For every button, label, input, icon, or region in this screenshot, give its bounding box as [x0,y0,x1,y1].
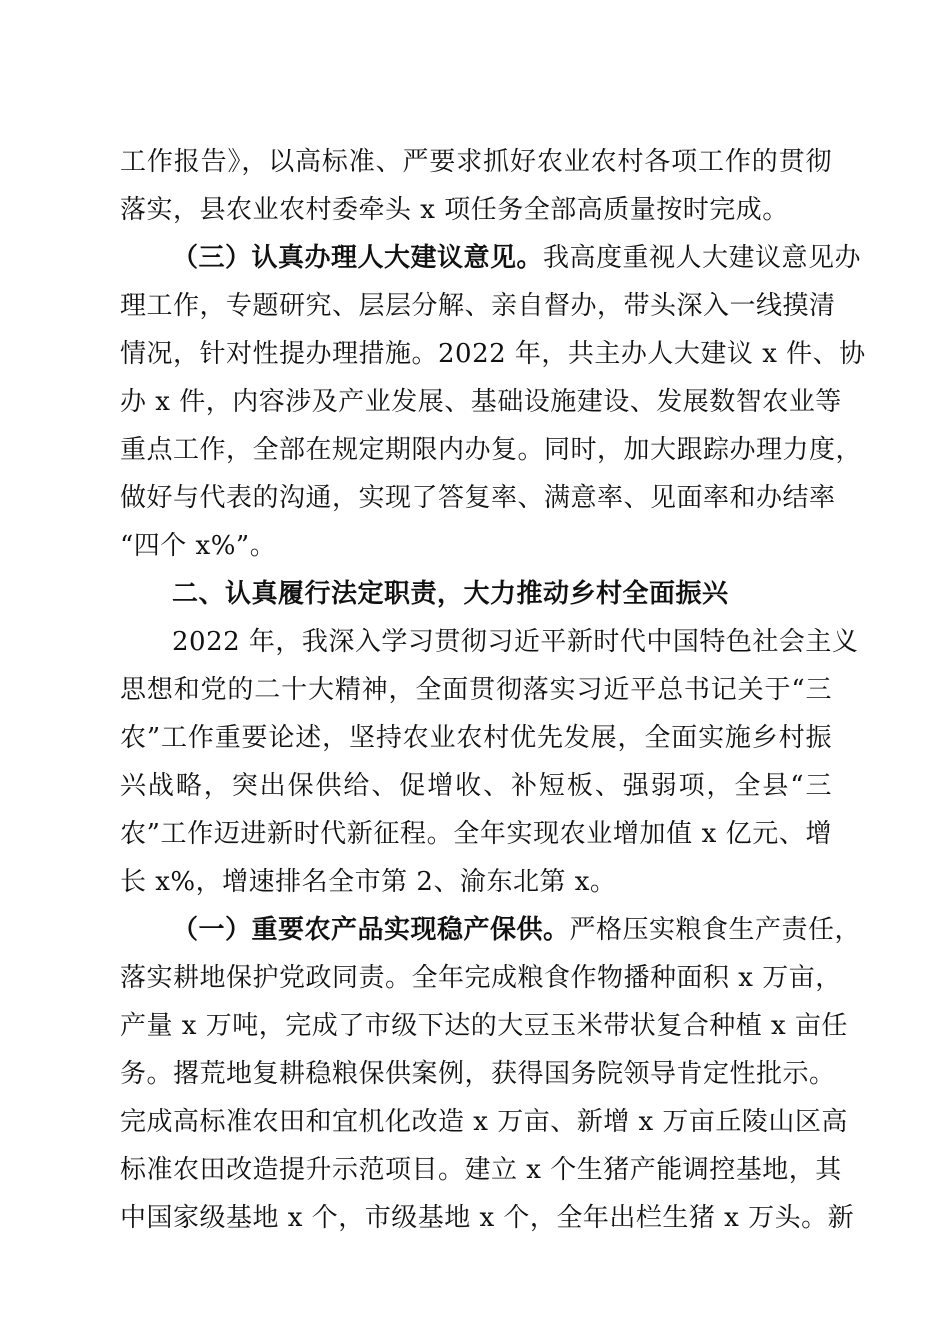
body-line: 中国家级基地 x 个，市级基地 x 个，全年出栏生猪 x 万头。新 [120,1203,855,1233]
body-line: 农”工作迈进新时代新征程。全年实现农业增加值 x 亿元、增 [120,819,832,849]
body-line: 情况，针对性提办理措施。2022 年，共主办人大建议 x 件、协 [120,339,866,369]
body-line: 重点工作，全部在规定期限内办复。同时，加大跟踪办理力度， [120,435,863,465]
body-line: 务。撂荒地复耕稳粮保供案例，获得国务院领导肯定性批示。 [120,1059,836,1089]
body-line: 产量 x 万吨，完成了市级下达的大豆玉米带状复合种植 x 亩任 [120,1011,848,1041]
body-line: 理工作，专题研究、层层分解、亲自督办，带头深入一线摸清 [120,291,836,321]
body-line: 工作报告》，以高标准、严要求抓好农业农村各项工作的贯彻 [120,147,832,177]
body-line: 2022 年，我深入学习贯彻习近平新时代中国特色社会主义 [172,627,859,657]
section-paragraph-start [172,238,862,278]
body-line: 长 x%，增速排名全市第 2、渝东北第 x。 [120,867,617,897]
body-line: 标准农田改造提升示范项目。建立 x 个生猪产能调控基地，其 [120,1155,842,1185]
body-line: 兴战略，突出保供给、促增收、补短板、强弱项，全县“三 [120,771,832,801]
body-line: 完成高标准农田和宜机化改造 x 万亩、新增 x 万亩丘陵山区高 [120,1107,848,1137]
body-line: 落实，县农业农村委牵头 x 项任务全部高质量按时完成。 [120,195,789,225]
body-text: 我高度重视人大建议意见办 [543,243,862,273]
body-line: 落实耕地保护党政同责。全年完成粮食作物播种面积 x 万亩， [120,963,842,993]
subheading: （三）认真办理人大建议意见。 [172,243,544,273]
body-line: “四个 x%”。 [120,531,277,561]
body-text: 严格压实粮食生产责任， [569,915,862,945]
body-line: 农”工作重要论述，坚持农业农村优先发展，全面实施乡村振 [120,723,832,753]
body-line: 办 x 件，内容涉及产业发展、基础设施建设、发展数智农业等 [120,387,842,417]
subheading: （一）重要农产品实现稳产保供。 [172,915,570,945]
body-line: 思想和党的二十大精神，全面贯彻落实习近平总书记关于“三 [120,675,832,705]
section-heading: 二、认真履行法定职责，大力推动乡村全面振兴 [172,579,729,609]
body-line: 做好与代表的沟通，实现了答复率、满意率、见面率和办结率 [120,483,836,513]
section-paragraph-start [172,910,862,950]
